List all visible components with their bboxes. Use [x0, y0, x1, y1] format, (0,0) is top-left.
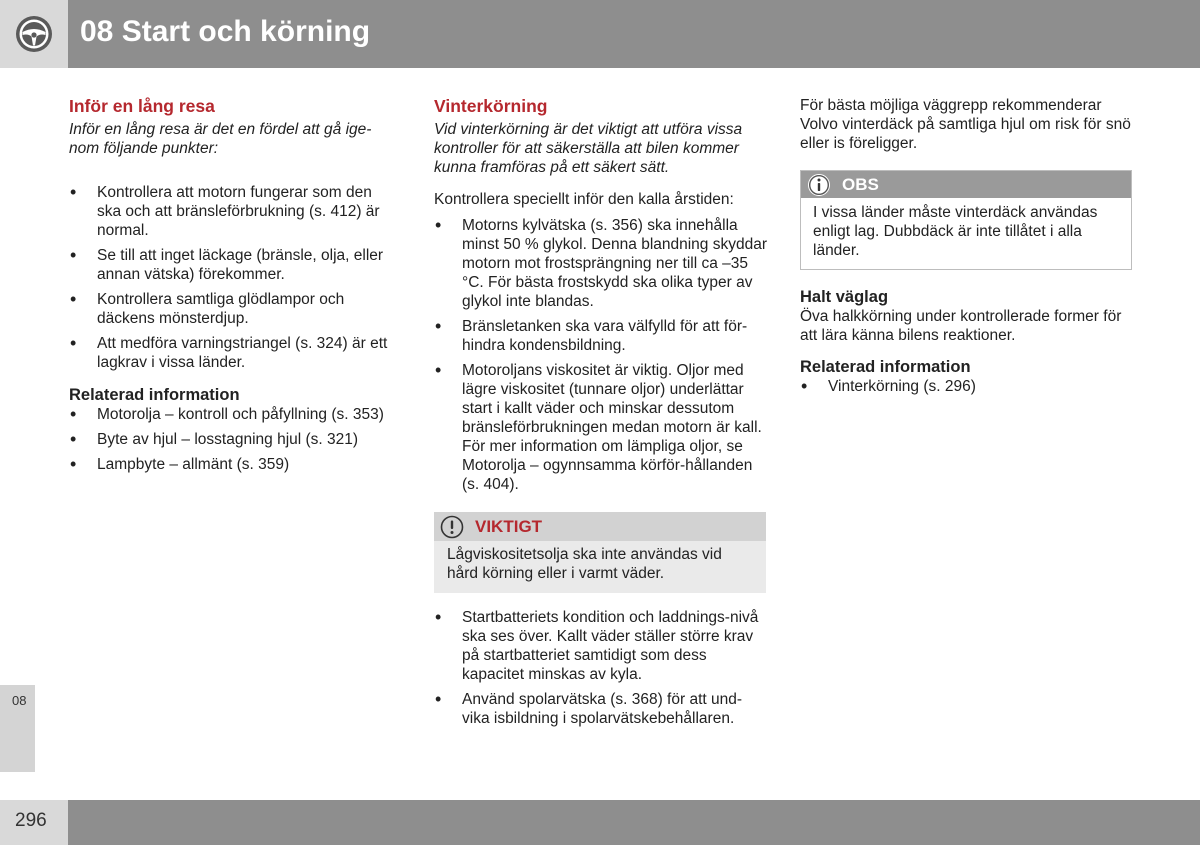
list-item: • Kontrollera samtliga glödlampor och däckens mönsterdjup.: [69, 290, 399, 328]
related-info-list: [800, 377, 1133, 396]
page-header: [0, 0, 1200, 68]
important-warning-box: [434, 512, 766, 593]
related-info-heading: Relaterad information: [69, 386, 240, 404]
winter-checklist-continued: [434, 608, 769, 728]
long-trip-checklist: [69, 183, 399, 372]
related-link[interactable]: • Byte av hjul – losstagning hjul (s. 321): [69, 430, 399, 449]
section-heading-long-trip: Inför en lång resa: [69, 96, 215, 116]
footer-bar: [68, 800, 1200, 845]
related-link[interactable]: • Lampbyte – allmänt (s. 359): [69, 455, 399, 474]
note-title: OBS: [842, 175, 879, 194]
info-icon: [807, 173, 831, 197]
page-number: 296: [15, 810, 47, 831]
list-item: • Startbatteriets kondition och laddnings-nivå ska ses över. Kallt väder ställer större krav på startbatteriet samtidigt som dess kapacitet minskas av kyla.: [434, 608, 769, 684]
note-header: [801, 171, 1131, 198]
winter-lead: Kontrollera speciellt inför den kalla årstiden:: [434, 191, 734, 208]
steering-wheel-icon: [14, 14, 54, 54]
related-info-list: [69, 405, 399, 474]
note-box: [800, 170, 1132, 270]
related-link[interactable]: • Motorolja – kontroll och påfyllning (s. 353): [69, 405, 399, 424]
column-winter-driving: [434, 96, 769, 728]
note-text: I vissa länder måste vinterdäck användas enligt lag. Dubbdäck är inte tillåtet i alla länder.: [813, 204, 1098, 259]
column-winter-tyres: [800, 96, 1133, 396]
slippery-road-text: Öva halkkörning under kontrollerade former för att lära känna bilens reaktioner.: [800, 308, 1122, 344]
winter-intro: Vid vinterkörning är det viktigt att utföra vissa kontroller för att säkerställa att bilen kommer kunna framföras på ett säkert sätt.: [434, 121, 743, 176]
chapter-title: 08 Start och körning: [80, 15, 371, 48]
list-item: • Motoroljans viskositet är viktig. Oljor med lägre viskositet (tunnare oljor) underlättar start i kallt väder och minskar dessutom bränsleförbrukningen medan motorn är kall. För mer information om lämpliga oljor, se Motorolja – ogynnsamma körför-hållanden (s. 404).: [434, 361, 769, 494]
winter-checklist: [434, 216, 769, 494]
chapter-side-tab-label: 08: [12, 693, 27, 708]
list-item: • Kontrollera att motorn fungerar som den ska och att bränsleförbrukning (s. 412) är normal.: [69, 183, 399, 240]
warning-text: Lågviskositetsolja ska inte användas vid hård körning eller i varmt väder.: [447, 546, 722, 582]
exclamation-icon: [440, 515, 464, 539]
column-long-trip: [69, 96, 399, 474]
warning-header: [434, 512, 766, 541]
section-heading-winter: Vinterkörning: [434, 96, 548, 116]
long-trip-intro: Inför en lång resa är det en fördel att gå ige-nom följande punkter:: [69, 121, 372, 157]
list-item: • Att medföra varningstriangel (s. 324) är ett lagkrav i vissa länder.: [69, 334, 399, 372]
list-item: • Bränsletanken ska vara välfylld för att för-hindra kondensbildning.: [434, 317, 769, 355]
warning-title: VIKTIGT: [475, 517, 543, 536]
related-info-heading: Relaterad information: [800, 358, 971, 376]
winter-tyres-text: För bästa möjliga väggrepp rekommenderar Volvo vinterdäck på samtliga hjul om risk för snö eller is föreligger.: [800, 97, 1131, 152]
chapter-icon-box: [0, 0, 68, 68]
list-item: • Använd spolarvätska (s. 368) för att und-vika isbildning i spolarvätskebehållaren.: [434, 690, 769, 728]
slippery-road-heading: Halt väglag: [800, 288, 889, 306]
list-item: • Motorns kylvätska (s. 356) ska innehålla minst 50 % glykol. Denna blandning skyddar motorn mot frostsprängning ner till ca –35 °C. För bästa frostskydd ska olika typer av glykol inte blandas.: [434, 216, 769, 311]
related-link[interactable]: • Vinterkörning (s. 296): [800, 377, 1133, 396]
list-item: • Se till att inget läckage (bränsle, olja, eller annan vätska) förekommer.: [69, 246, 399, 284]
